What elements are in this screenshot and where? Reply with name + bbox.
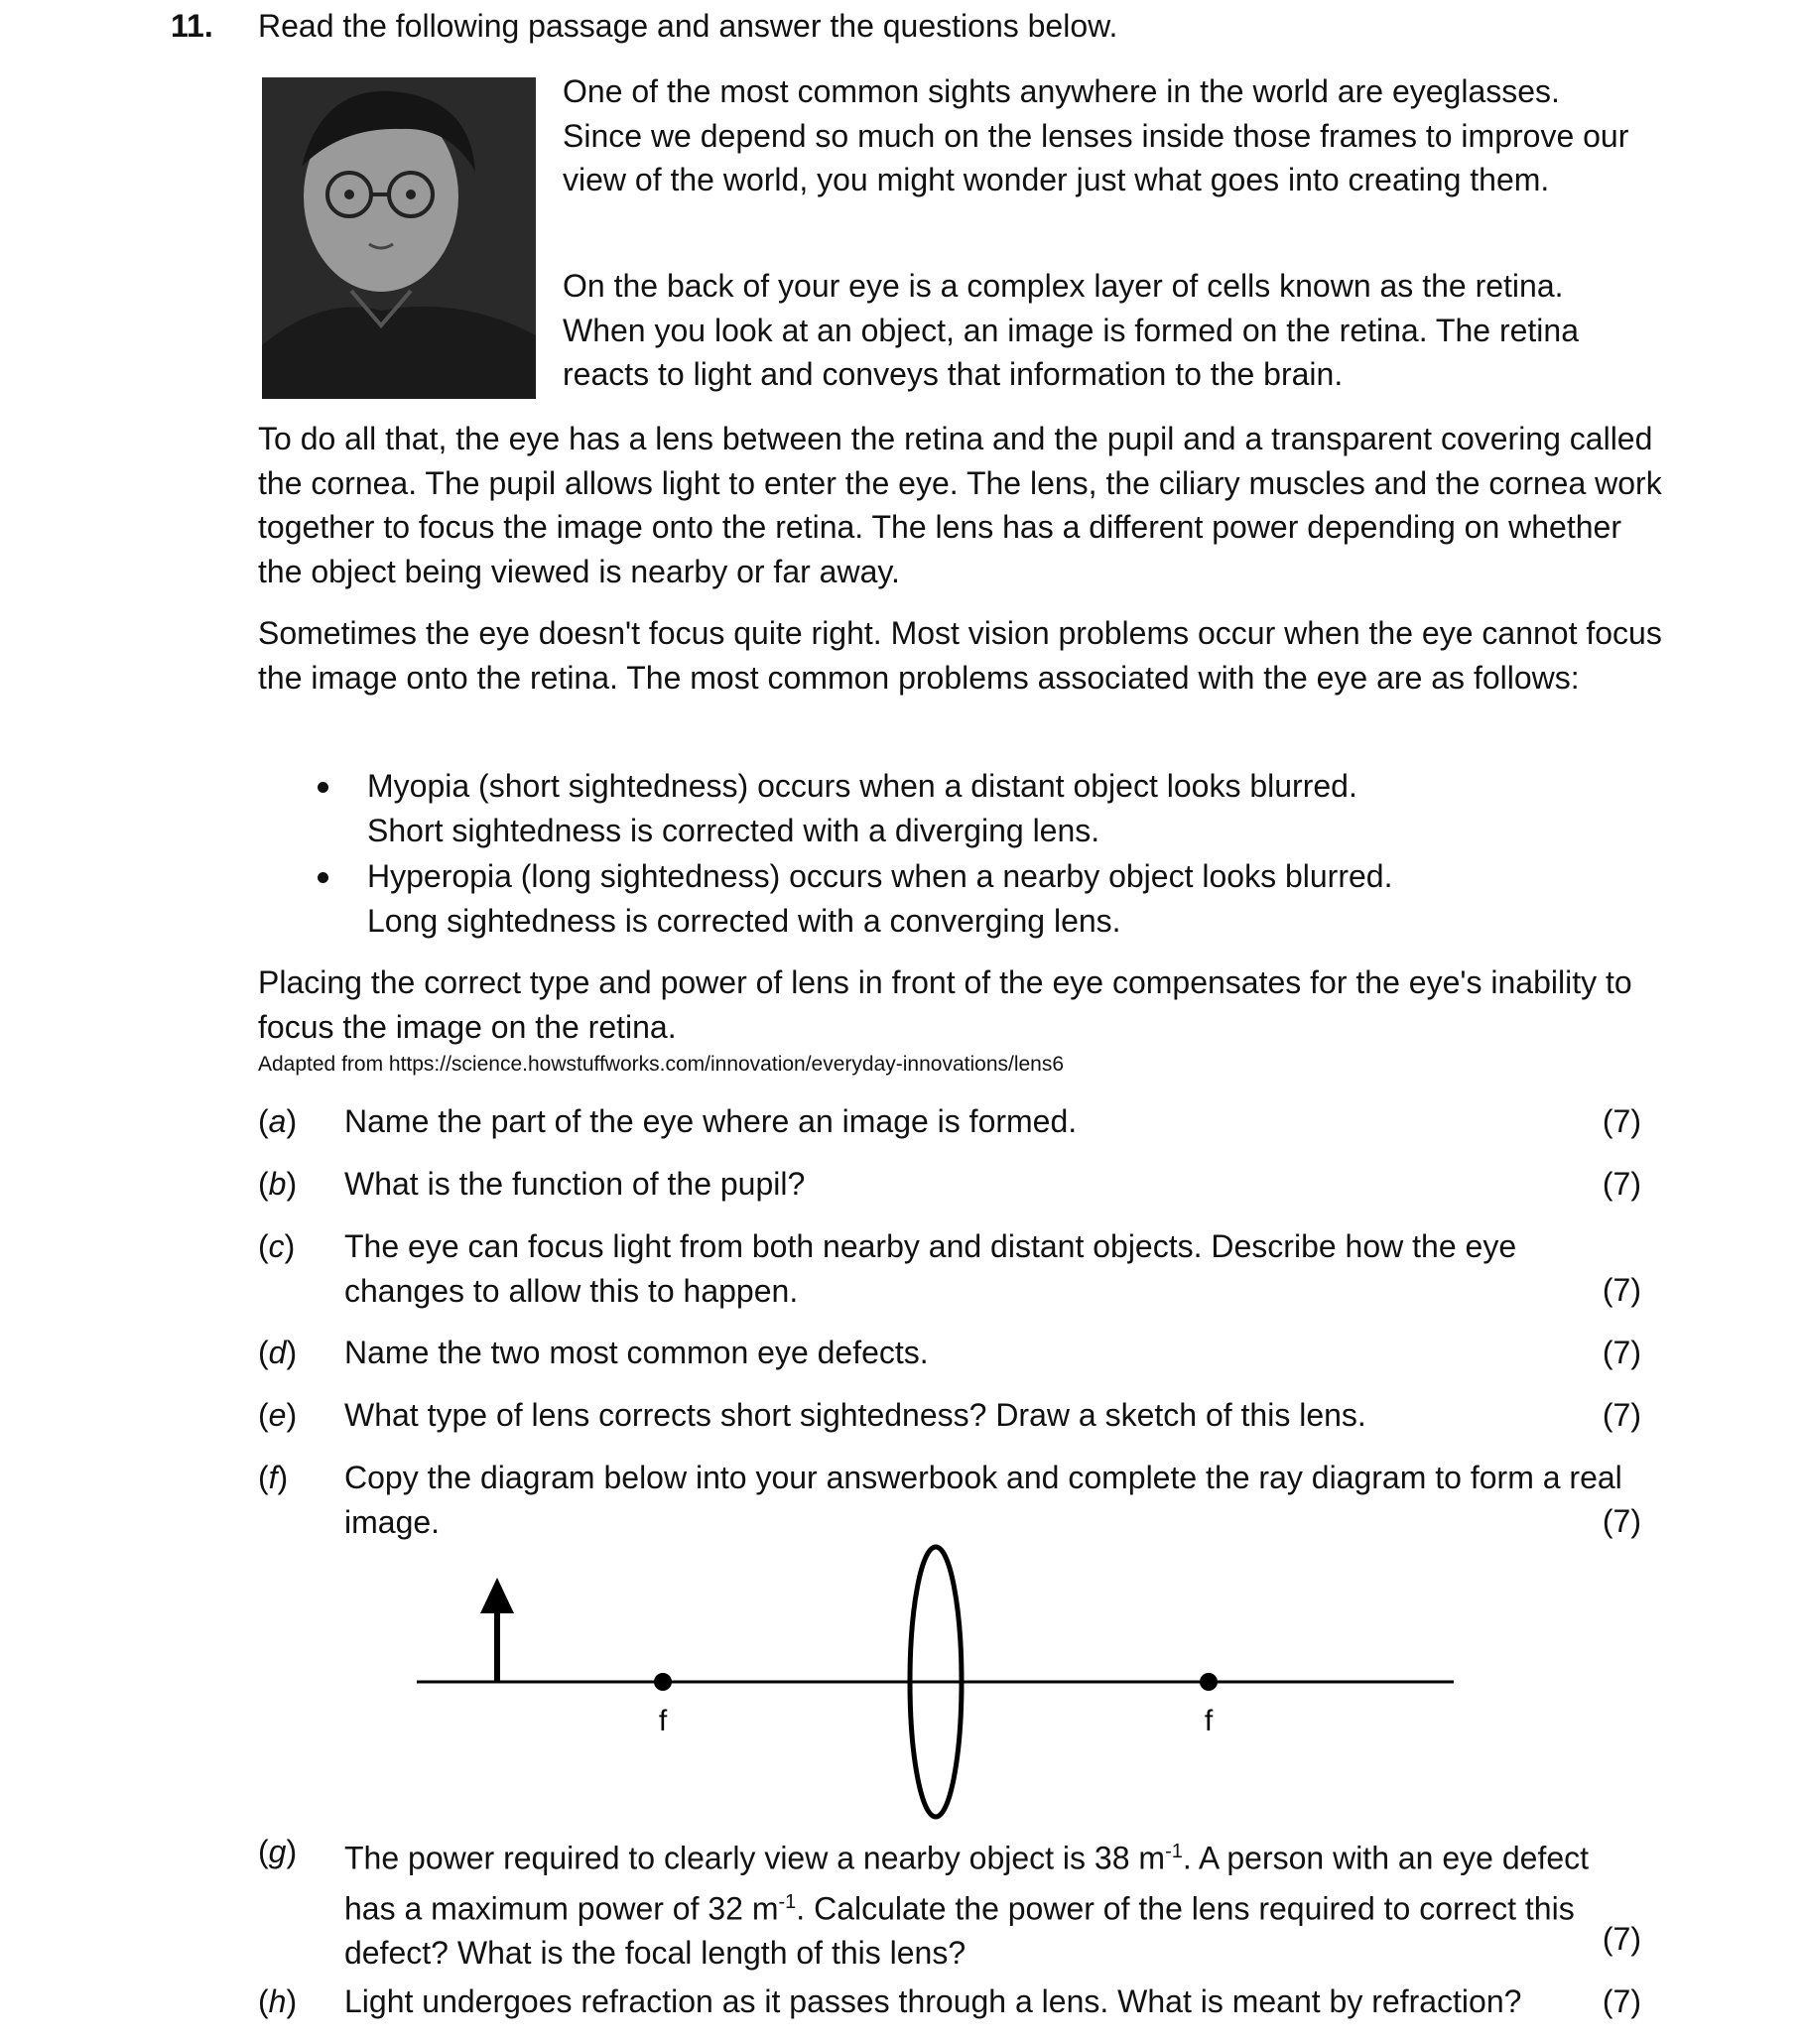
part-label: (b) [258,1166,298,1202]
marks: (7) [1602,1983,1641,2019]
question-part-b [258,1162,1647,1212]
bullet-icon [318,782,328,793]
portrait-illustration [262,77,536,399]
part-text: What type of lens corrects short sightedness? Draw a sketch of this lens. [344,1397,1366,1433]
focal-label-right: f [1204,1705,1214,1737]
passage-paragraph-2: On the back of your eye is a complex layer of cells known as the retina. When you look at an object, an image is formed on the retina. The retina reacts to light and conveys that information to the brain. [563,268,1579,392]
source-citation: Adapted from https://science.howstuffworks.com/innovation/everyday-innovations/lens6 [258,1053,1065,1076]
question-part-h [258,1980,1647,2029]
question-instruction: Read the following passage and answer the questions below. [258,8,1118,44]
part-label: (d) [258,1335,298,1370]
focal-label-left: f [658,1705,668,1737]
question-number: 11. [171,8,213,44]
list-item-hyperopia [298,854,1687,943]
part-label: (g) [258,1834,298,1869]
part-text: Name the part of the eye where an image is formed. [344,1103,1078,1139]
focal-point-left [654,1673,672,1691]
question-part-c [258,1224,1647,1316]
part-text: Light undergoes refraction as it passes through a lens. What is meant by refraction? [344,1983,1522,2019]
part-text: The power required to clearly view a nearby object is 38 $m^{-1}$. A person with an eye defect has a maximum power of 32 $m^{-1}$. Calculate the power of the lens required to correct this defect? What is the focal length of this lens? [344,1840,1590,1972]
part-text: Copy the diagram below into your answerbook and complete the ray diagram to form a real image. [344,1460,1622,1540]
passage-paragraph-3: To do all that, the eye has a lens between the retina and the pupil and a transparent covering called the cornea. The pupil allows light to enter the eye. The lens, the ciliary muscles and the cornea work together to focus the image onto the retina. The lens has a different power depending on whether the object being viewed is nearby or far away. [258,421,1662,589]
question-part-g [258,1830,1647,1972]
marks: (7) [1602,1397,1641,1433]
bullet-icon [318,872,328,883]
passage-paragraph-5: Placing the correct type and power of lens in front of the eye compensates for the eye's inability to focus the image on the retina. [258,964,1632,1045]
question-part-e [258,1393,1647,1443]
bullet-line: Myopia (short sightedness) occurs when a distant object looks blurred. [367,768,1357,804]
part-label: (f) [258,1460,289,1495]
part-label: (c) [258,1228,296,1264]
object-arrow-head [480,1578,514,1613]
marks: (7) [1602,1103,1641,1139]
marks: (7) [1602,1503,1641,1539]
bullet-line: Short sightedness is corrected with a diverging lens. [367,812,1100,848]
marks: (7) [1602,1166,1641,1202]
ray-diagram-svg [397,1538,1488,1836]
passage-paragraph-1: One of the most common sights anywhere in the world are eyeglasses. Since we depend so much on the lenses inside those frames to improve our view of the world, you might wonder just what goes into creating them. [563,73,1629,197]
part-label: (e) [258,1397,298,1433]
part-label: (h) [258,1983,298,2019]
question-part-f [258,1456,1647,1547]
ray-diagram [397,1538,1488,1836]
question-part-d [258,1331,1647,1380]
marks: (7) [1602,1921,1641,1957]
list-item-myopia [298,764,1687,852]
focal-point-right [1200,1673,1218,1691]
part-text: Name the two most common eye defects. [344,1335,929,1370]
passage-paragraph-4: Sometimes the eye doesn't focus quite right. Most vision problems occur when the eye cannot focus the image onto the retina. The most common problems associated with the eye are as follows: [258,615,1662,696]
eye-problems-list [298,764,1687,945]
marks: (7) [1602,1272,1641,1308]
question-part-a [258,1099,1647,1149]
portrait-photo [262,77,536,399]
part-text: The eye can focus light from both nearby and distant objects. Describe how the eye changes to allow this to happen. [344,1228,1517,1309]
bullet-line: Hyperopia (long sightedness) occurs when a nearby object looks blurred. [367,858,1393,894]
bullet-line: Long sightedness is corrected with a converging lens. [367,902,1121,939]
marks: (7) [1602,1335,1641,1370]
part-label: (a) [258,1103,298,1139]
part-text: What is the function of the pupil? [344,1166,806,1202]
